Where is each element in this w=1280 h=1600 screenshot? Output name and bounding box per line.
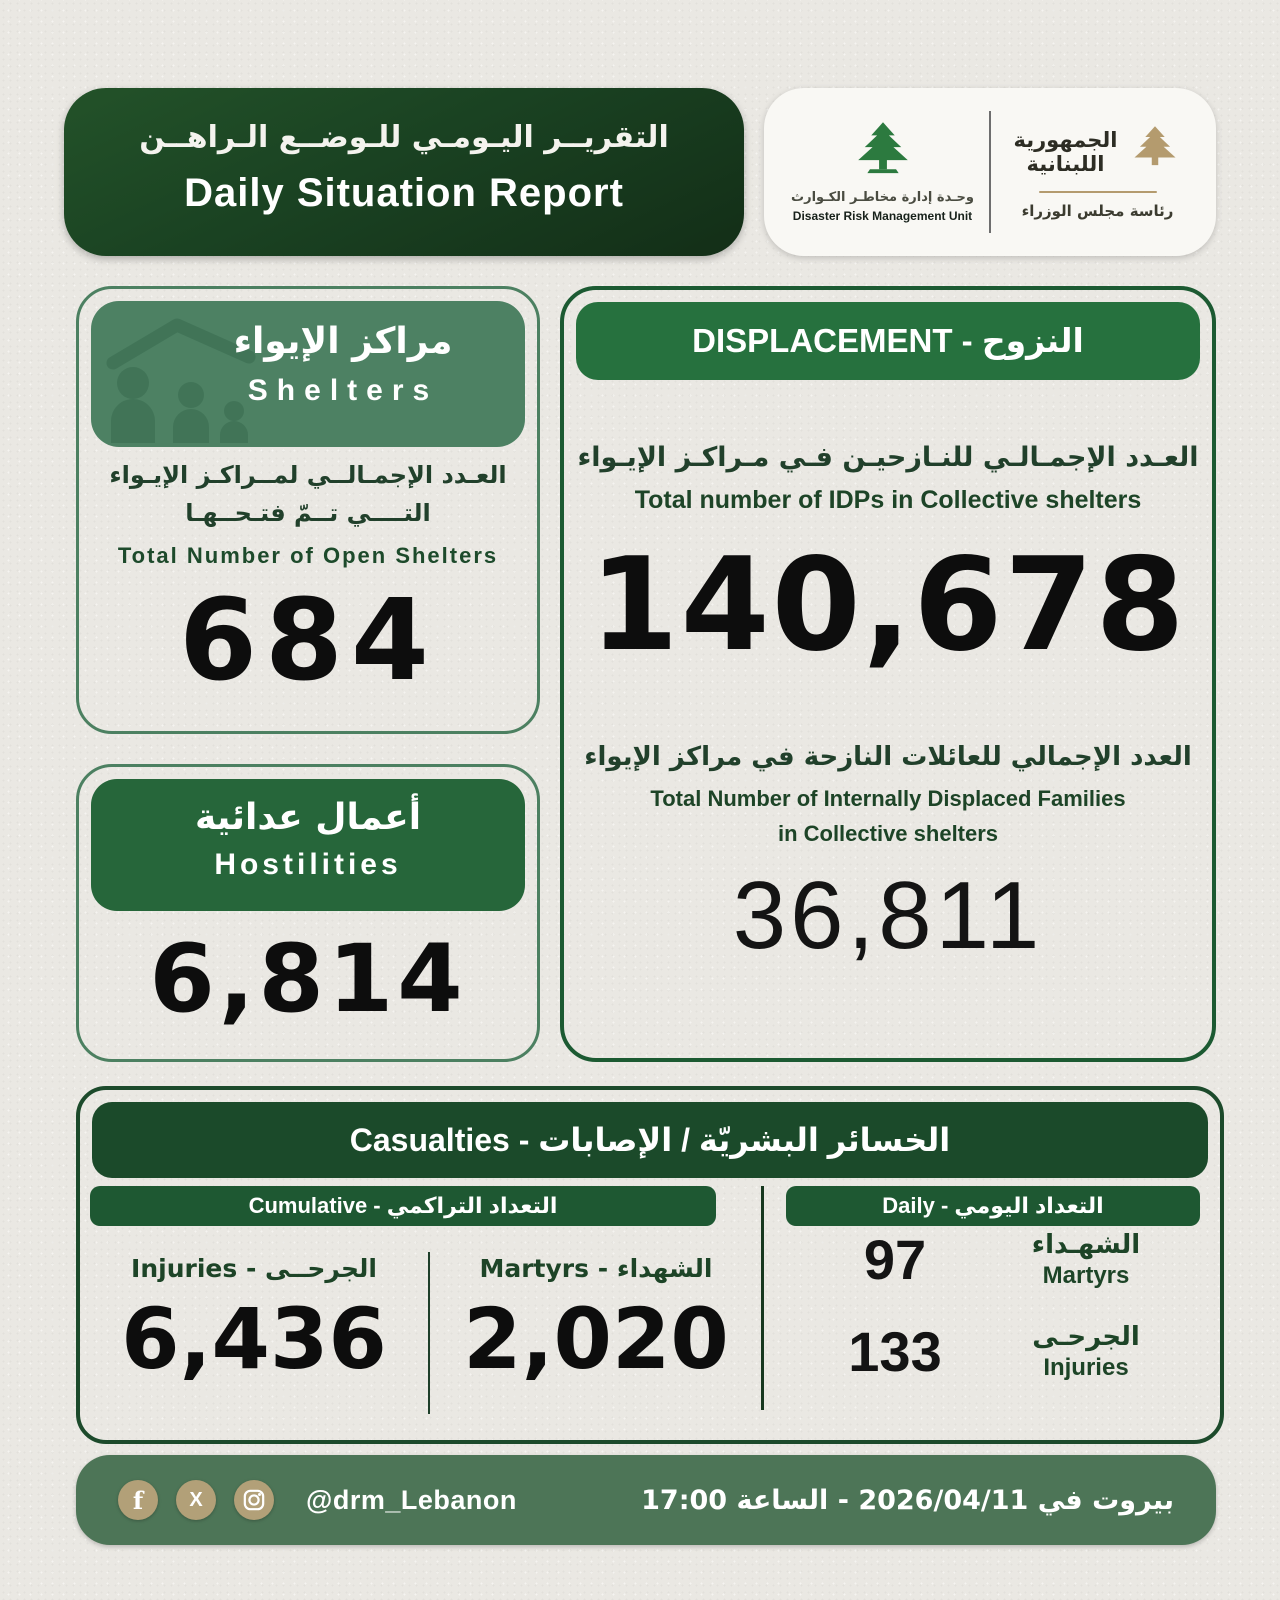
lebanese-republic-calligraphy: الجمهورية اللبنانية xyxy=(1013,127,1118,176)
casualties-panel xyxy=(76,1086,1224,1444)
footer-bar xyxy=(76,1455,1216,1545)
casualties-panel-header: الخسائر البشريّة / الإصابات - Casualties xyxy=(92,1102,1208,1178)
x-icon: X xyxy=(176,1480,216,1520)
shelters-label-english: Total Number of Open Shelters xyxy=(117,543,499,568)
hostilities-panel-header xyxy=(91,779,525,911)
hostilities-title-english: Hostilities xyxy=(214,848,402,881)
instagram-icon xyxy=(234,1480,274,1520)
daily-martyrs-row xyxy=(786,1230,1200,1290)
report-title-card xyxy=(64,88,744,256)
idps-total-value: 140,678 xyxy=(589,531,1187,680)
displaced-families-label-english-line2: in Collective shelters xyxy=(777,821,999,846)
hostilities-value: 6,814 xyxy=(149,925,467,1034)
daily-injuries-value: 133 xyxy=(848,1320,942,1383)
logo-divider xyxy=(989,111,991,233)
cumulative-martyrs-label: الشهداء - Martyrs xyxy=(479,1254,713,1283)
shelters-panel xyxy=(76,286,540,734)
displacement-panel-header: النزوح - DISPLACEMENT xyxy=(576,302,1200,380)
cumulative-martyrs-block xyxy=(436,1254,756,1388)
cumulative-injuries-block xyxy=(86,1254,422,1388)
facebook-icon: f xyxy=(118,1480,158,1520)
shelters-title-arabic: مراكز الإيواء xyxy=(233,321,453,362)
daily-martyrs-value: 97 xyxy=(863,1228,927,1291)
daily-injuries-label-arabic: الجرحـى xyxy=(1032,1322,1140,1352)
daily-martyrs-label-arabic: الشهـداء xyxy=(1031,1230,1141,1260)
report-title-arabic: التقريــر اليـومـي للـوضــع الـراهــن xyxy=(139,120,669,155)
displaced-families-value: 36,811 xyxy=(732,862,1044,969)
council-of-ministers-label: رئاسة مجلس الوزراء xyxy=(1021,201,1174,220)
daily-section-header: التعداد اليومي - Daily xyxy=(786,1186,1200,1226)
daily-martyrs-label-english: Martyrs xyxy=(1042,1262,1130,1289)
government-logo xyxy=(1005,125,1190,220)
hostilities-panel xyxy=(76,764,540,1062)
social-handle: @drm_Lebanon xyxy=(306,1484,517,1515)
report-date-time: بيروت في 2026/04/11 - الساعة 17:00 xyxy=(641,1484,1174,1516)
open-shelters-value: 684 xyxy=(179,576,437,706)
logos-card xyxy=(764,88,1216,256)
shelters-label-arabic-line1: العـدد الإجمـالــي لمــراكـز الإيـواء xyxy=(109,461,507,489)
daily-martyrs-labels xyxy=(1001,1230,1171,1290)
cumulative-martyrs-value: 2,020 xyxy=(463,1290,729,1388)
shelters-title-english: Shelters xyxy=(247,374,439,407)
drm-logo xyxy=(790,121,975,223)
cedar-tree-icon xyxy=(850,121,916,186)
displaced-families-label-arabic: العدد الإجمالي للعائلات النازحة في مراكز الإيواء xyxy=(584,742,1192,772)
shelters-label-arabic-line2: التــــي تــمّ فتـحــهـا xyxy=(185,499,431,527)
idps-label-english: Total number of IDPs in Collective shelters xyxy=(634,486,1142,514)
cumulative-injuries-value: 6,436 xyxy=(121,1290,387,1388)
daily-injuries-label-english: Injuries xyxy=(1043,1354,1129,1381)
displaced-families-label-english-line1: Total Number of Internally Displaced Families xyxy=(650,786,1126,811)
daily-injuries-row xyxy=(786,1322,1200,1382)
drm-name-english: Disaster Risk Management Unit xyxy=(792,209,973,223)
displacement-panel xyxy=(560,286,1216,1062)
shelters-panel-header xyxy=(91,301,525,447)
injuries-martyrs-divider xyxy=(428,1252,430,1414)
cumulative-daily-divider xyxy=(761,1186,764,1410)
gold-divider-line xyxy=(1039,191,1157,193)
gold-cedar-icon xyxy=(1128,125,1182,180)
daily-injuries-labels xyxy=(1001,1322,1171,1382)
hostilities-title-arabic: أعمال عدائية xyxy=(194,797,422,838)
cumulative-injuries-label: الجرحــى - Injuries xyxy=(131,1254,377,1283)
cumulative-section-header: التعداد التراكمي - Cumulative xyxy=(90,1186,716,1226)
drm-name-arabic: وحـدة إدارة مخاطـر الكـوارث xyxy=(791,190,974,205)
report-title-english: Daily Situation Report xyxy=(184,171,624,215)
idps-label-arabic: العـدد الإجمـالـي للنـازحيـن فـي مـراكـز الإيـواء xyxy=(577,442,1199,473)
